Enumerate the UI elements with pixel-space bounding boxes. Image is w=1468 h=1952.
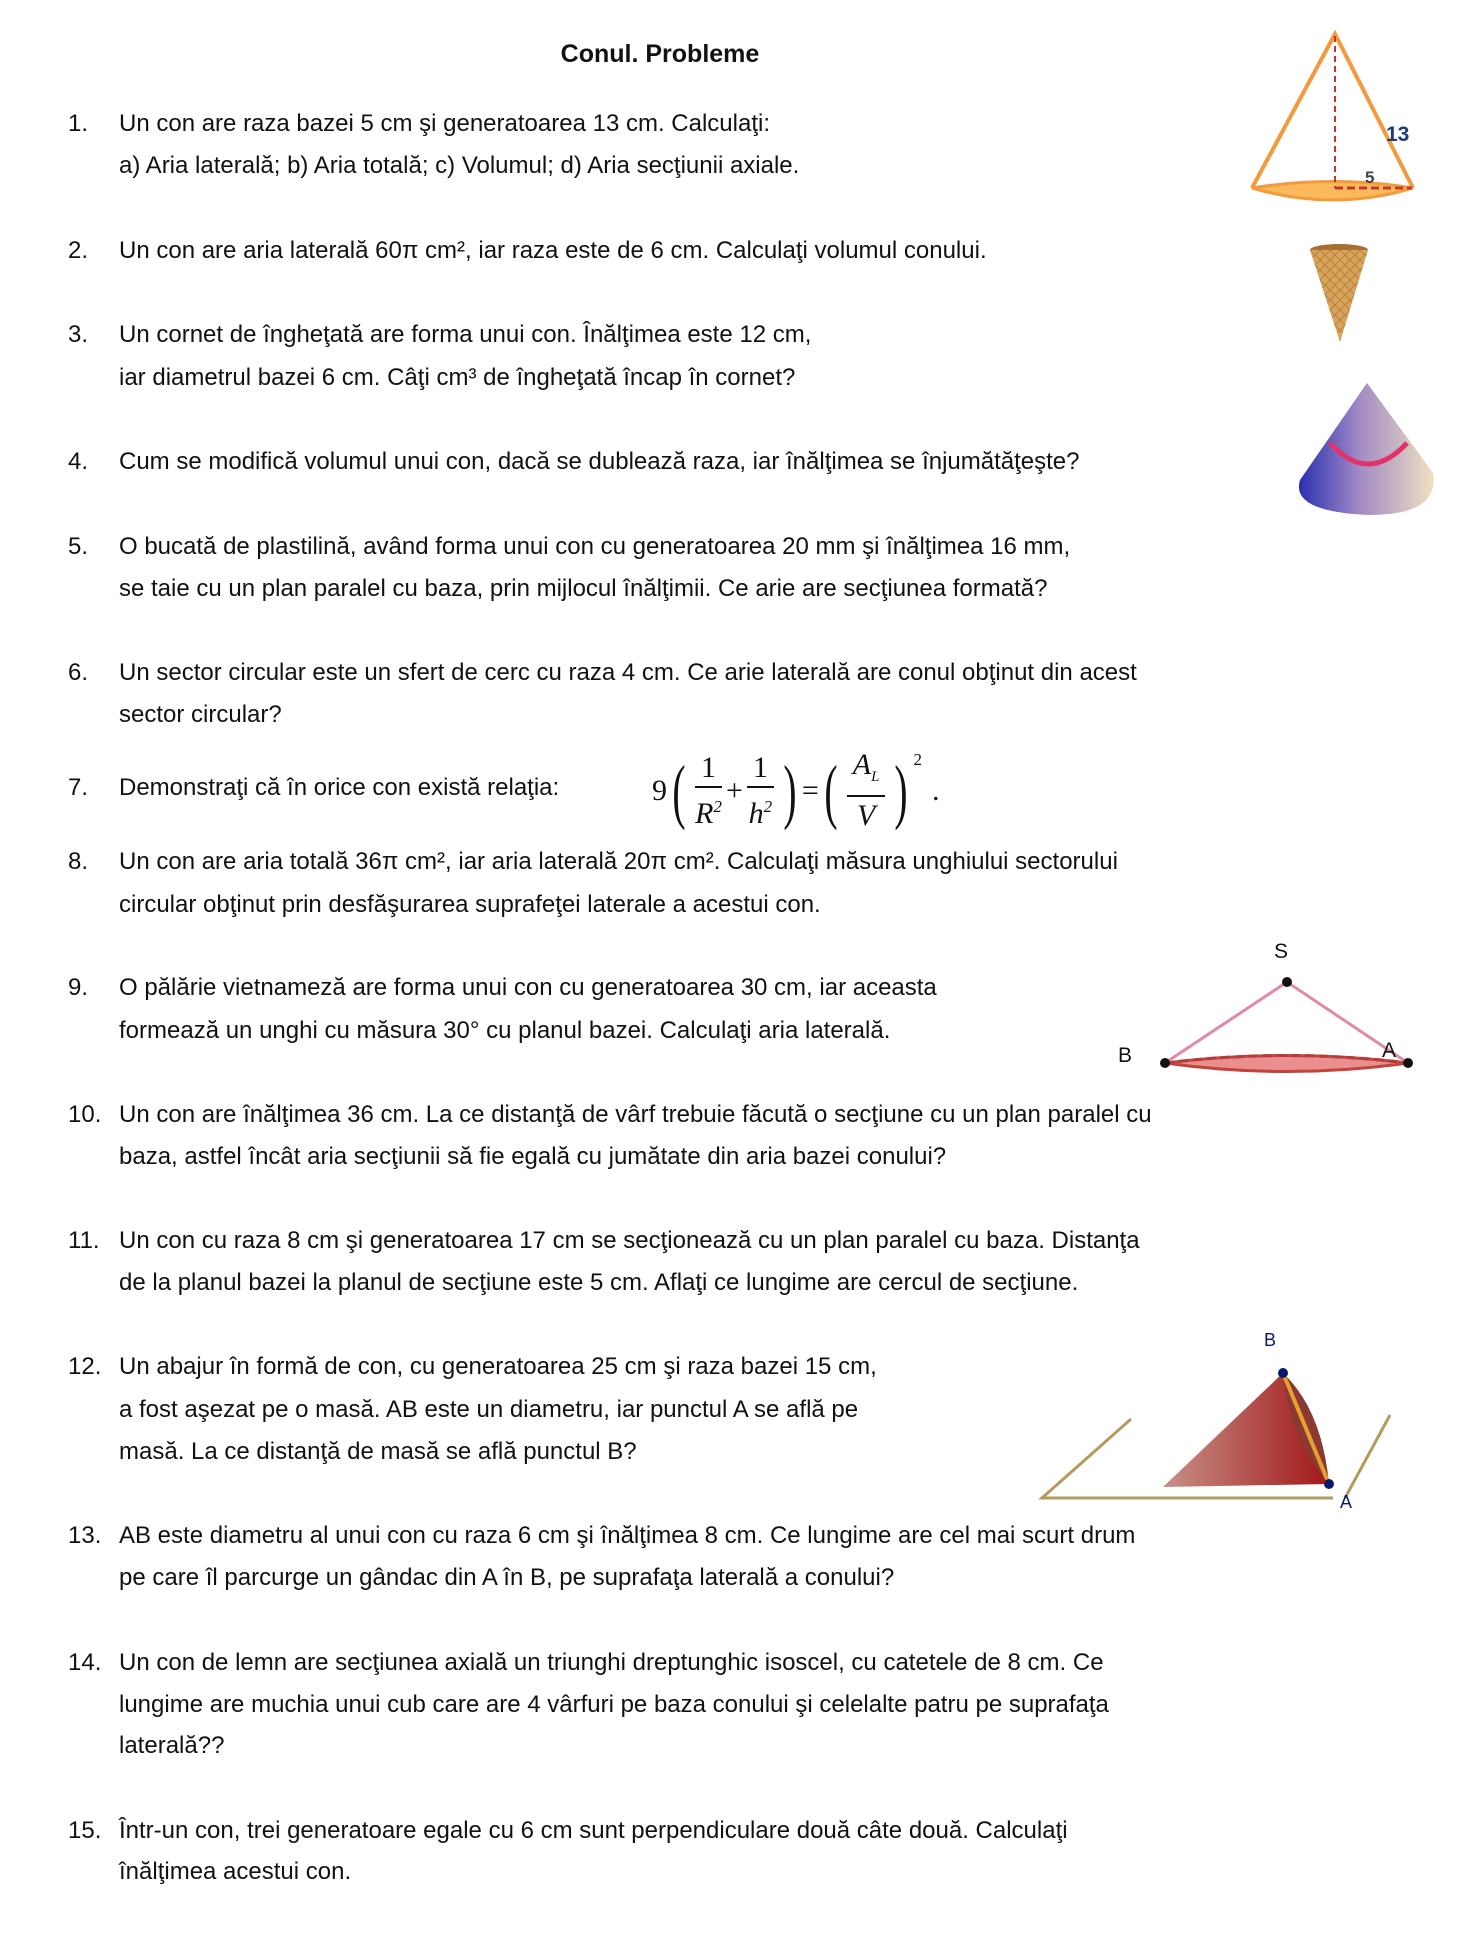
problem-text-line: iar diametrul bazei 6 cm. Câţi cm³ de îngheţată încap în cornet? <box>119 364 796 391</box>
problem-text-line: Un con de lemn are secţiunea axială un triunghi dreptunghic isoscel, cu catetele de 8 cm. Ce <box>119 1649 1104 1676</box>
problem-number: 13. <box>68 1522 102 1549</box>
problem-text-line: Un con cu raza 8 cm şi generatoarea 17 cm se secţionează cu un plan paralel cu baza. Distanţa <box>119 1227 1140 1254</box>
paren: ) <box>783 751 797 831</box>
formula-coefficient: 9 <box>652 774 667 807</box>
problem-number: 7. <box>68 774 89 801</box>
paren: ) <box>894 751 909 831</box>
problem-text-line: Un con are raza bazei 5 cm şi generatoarea 13 cm. Calculaţi: <box>119 110 770 137</box>
problem-text-line: lungime are muchia unui cub care are 4 vârfuri pe baza conului şi celelalte patru pe suprafaţa <box>119 1691 1109 1718</box>
numerator: 1 <box>695 750 722 788</box>
problem-number: 10. <box>68 1101 102 1128</box>
radius-label: 5 <box>1365 168 1375 187</box>
page-title: Conul. Probleme <box>560 40 760 68</box>
problem-text-line: baza, astfel încât aria secţiunii să fie egală cu jumătate din aria bazei conului? <box>119 1143 947 1170</box>
problem-text-line: Un con are aria totală 36π cm², iar aria laterală 20π cm². Calculaţi măsura unghiului sectorului <box>119 848 1118 875</box>
exponent: 2 <box>713 796 722 816</box>
equals-sign: = <box>801 774 819 807</box>
problem-text-line: se taie cu un plan paralel cu baza, prin mijlocul înălţimii. Ce arie are secţiunea formată? <box>119 575 1048 602</box>
problem-text-line: sector circular? <box>119 701 282 728</box>
problem-text-line: masă. La ce distanţă de masă se află punctul B? <box>119 1438 637 1465</box>
problem-text-line: Un con are aria laterală 60π cm², iar raza este de 6 cm. Calculaţi volumul conului. <box>119 237 987 264</box>
generatrix-label: 13 <box>1386 123 1410 146</box>
subscript: L <box>871 769 880 785</box>
var-h: h <box>748 796 764 830</box>
problem-number: 6. <box>68 659 89 686</box>
problem-text-line: Demonstraţi că în orice con există relaţia: <box>119 774 560 801</box>
problem-number: 4. <box>68 448 89 475</box>
numerator: 1 <box>747 750 774 788</box>
problem-number: 3. <box>68 321 89 348</box>
problem-text-line: Într-un con, trei generatoare egale cu 6 cm sunt perpendiculare două câte două. Calculaţi <box>119 1817 1068 1844</box>
problem-number: 12. <box>68 1353 102 1380</box>
problem-text-line: circular obţinut prin desfăşurarea suprafeţei laterale a acestui con. <box>119 891 821 918</box>
ice-cream-cone-image <box>1310 244 1368 342</box>
exponent: 2 <box>763 796 773 816</box>
problem-number: 8. <box>68 848 89 875</box>
denominator: V <box>856 799 876 832</box>
cone-figure-1 <box>1252 34 1413 200</box>
problem-number: 11. <box>68 1227 100 1254</box>
problem-text-line: Un con are înălţimea 36 cm. La ce distanţă de vârf trebuie făcută o secţiune cu un plan paralel cu <box>119 1101 1152 1128</box>
problem-text-line: Un sector circular este un sfert de cerc cu raza 4 cm. Ce arie laterală are conul obţinut din acest <box>119 659 1137 686</box>
problem-text-line: înălţimea acestui con. <box>119 1858 352 1885</box>
point-a-label: A <box>1340 1492 1353 1512</box>
apex-label: S <box>1274 940 1289 963</box>
problem-number: 14. <box>68 1649 102 1676</box>
purple-cone-image <box>1299 383 1434 515</box>
problem-number: 15. <box>68 1817 102 1844</box>
period: . <box>931 774 940 807</box>
point-b-label: B <box>1118 1044 1133 1067</box>
var-R: R <box>695 796 714 830</box>
var-A: A <box>852 748 872 781</box>
problem-number: 2. <box>68 237 89 264</box>
problem-text-line: pe care îl parcurge un gândac din A în B, pe suprafaţa laterală a conului? <box>119 1564 895 1591</box>
plus-sign: + <box>725 774 743 807</box>
problem-text-line: AB este diametru al unui con cu raza 6 cm şi înălţimea 8 cm. Ce lungime are cel mai scurt drum <box>119 1522 1136 1549</box>
lampshade-cone-figure <box>1042 1330 1390 1512</box>
exponent: 2 <box>913 750 922 769</box>
hat-cone-figure <box>1118 940 1413 1072</box>
problem-text-line: Un cornet de îngheţată are forma unui con. Înălţimea este 12 cm, <box>119 321 812 348</box>
problem-number: 9. <box>68 974 89 1001</box>
problem-number: 1. <box>68 110 89 137</box>
problem-text-line: Un abajur în formă de con, cu generatoarea 25 cm şi raza bazei 15 cm, <box>119 1353 877 1380</box>
problem-text-line: O bucată de plastilină, având forma unui con cu generatoarea 20 mm şi înălţimea 16 mm, <box>119 533 1071 560</box>
point-a-label: A <box>1382 1039 1397 1062</box>
paren: ( <box>824 751 838 831</box>
problem-text-line: a) Aria laterală; b) Aria totală; c) Volumul; d) Aria secţiunii axiale. <box>119 152 800 179</box>
problem-text-line: laterală?? <box>119 1732 225 1759</box>
paren: ( <box>672 751 686 831</box>
problem-text-line: de la planul bazei la planul de secţiune este 5 cm. Aflaţi ce lungime are cercul de secţiune. <box>119 1269 1079 1296</box>
problem-text-line: O pălărie vietnameză are forma unui con cu generatoarea 30 cm, iar aceasta <box>119 974 937 1001</box>
point-b-label: B <box>1264 1330 1277 1350</box>
problem-text-line: Cum se modifică volumul unui con, dacă se dublează raza, iar înălţimea se înjumătăţeşte? <box>119 448 1080 475</box>
problem-number: 5. <box>68 533 89 560</box>
problem-text-line: a fost aşezat pe o masă. AB este un diametru, iar punctul A se află pe <box>119 1396 859 1423</box>
problem-text-line: formează un unghi cu măsura 30° cu planul bazei. Calculaţi aria laterală. <box>119 1017 891 1044</box>
